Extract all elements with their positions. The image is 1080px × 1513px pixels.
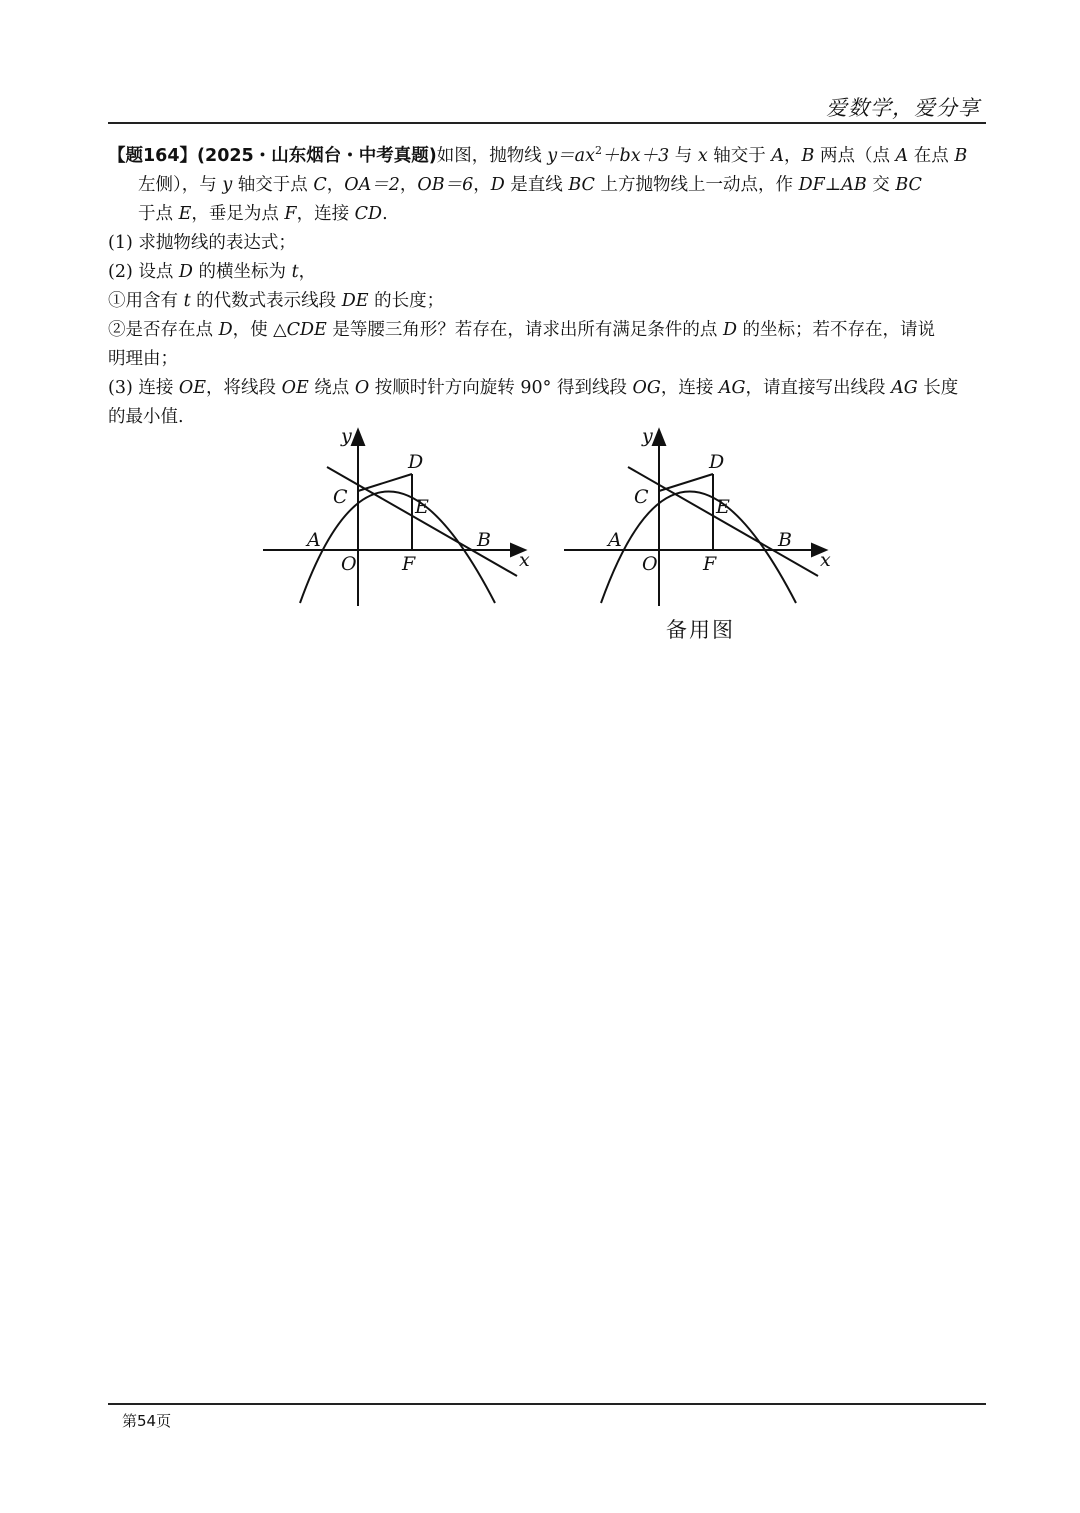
footer-rule [108,1403,986,1405]
math: B [801,145,815,166]
question-3 [108,374,988,403]
label-a: A [307,529,321,551]
problem-line-3 [108,200,988,229]
label-f: F [703,553,717,575]
y-axis-arrow [653,430,665,445]
label-x: x [519,549,530,571]
text: 按顺时针方向旋转 90° 得到线段 [369,377,633,398]
text: ，连接 [296,203,355,224]
y-axis-arrow [352,430,364,445]
question-2-2-cont: 明理由； [108,348,178,369]
text: 两点（点 [814,145,896,166]
math: OG [632,377,661,398]
math: x [697,145,708,166]
label-x: x [820,549,831,571]
math: OE [178,377,207,398]
math: BC [895,174,922,195]
math: △CDE [273,319,327,340]
page-number: 第54页 [122,1412,172,1430]
text: 的长度； [368,290,445,311]
math: O [354,377,370,398]
text: ， [473,174,491,195]
text: 是等腰三角形？若存在，请求出所有满足条件的点 [326,319,723,340]
label-d: D [408,451,424,473]
text: 左侧），与 [138,174,223,195]
label-a: A [608,529,622,551]
text: 上方抛物线上一动点，作 [594,174,799,195]
label-b: B [477,529,491,551]
text: ， [784,145,802,166]
math: DE [341,290,369,311]
text: 的横坐标为 [192,261,292,282]
text: ， [399,174,418,195]
math: AG [718,377,746,398]
problem-line-2 [108,171,988,200]
problem-text [108,136,988,432]
question-3-cont: 的最小值. [108,406,184,427]
header-rule [108,122,986,124]
text: 与 [669,145,698,166]
text: . [382,203,388,224]
math: OB＝6 [417,174,474,195]
math: t [291,261,299,282]
text: 长度 [917,377,959,398]
text: 交 [866,174,896,195]
figure-caption: 备用图 [666,618,735,642]
math: DF⊥AB [798,174,867,195]
label-o: O [341,553,357,575]
text: 是直线 [504,174,569,195]
text: 轴交于点 [232,174,314,195]
math: C [313,174,327,195]
label-e: E [716,496,730,518]
math: A [895,145,909,166]
text: ， [326,174,345,195]
text: 于点 [138,203,179,224]
question-2-2 [108,316,988,345]
math: D [218,319,233,340]
text: 轴交于 [707,145,772,166]
parabola-figure [255,420,545,610]
label-c: C [333,486,348,508]
math: OA＝2 [344,174,400,195]
text: ，垂足为点 [191,203,285,224]
text: 的坐标；若不存在，请说 [736,319,936,340]
text: ①用含有 [108,290,184,311]
math: E [178,203,192,224]
math: BC [568,174,595,195]
label-e: E [415,496,429,518]
text: ②是否存在点 [108,319,219,340]
backup-figure [556,420,846,610]
text: ，连接 [660,377,719,398]
question-2-1 [108,287,988,316]
label-o: O [642,553,658,575]
segment-cd [358,474,412,491]
label-b: B [778,529,792,551]
math: t [183,290,191,311]
text: ，将线段 [206,377,282,398]
math-exp: 2 [595,144,602,157]
text: ，请直接写出线段 [745,377,892,398]
label-y: y [642,425,653,447]
text: 如图，抛物线 [436,145,548,166]
problem-source: (2025・山东烟台・中考真题) [197,145,437,166]
label-y: y [341,425,352,447]
math: ＋bx＋3 [602,145,670,166]
text: 在点 [908,145,955,166]
math: CD [354,203,383,224]
math: F [284,203,297,224]
text: (3) 连接 [108,377,179,398]
text: ，使 [232,319,274,340]
text: 绕点 [308,377,355,398]
problem-tag: 【题164】 [108,145,198,166]
question-1: (1) 求抛物线的表达式； [108,232,296,253]
label-c: C [634,486,649,508]
label-d: D [709,451,725,473]
math: D [178,261,193,282]
question-2 [108,258,988,287]
math: B [954,145,968,166]
text: ， [298,261,317,282]
math: AG [891,377,918,398]
header-slogan: 爱数学，爱分享 [826,96,980,120]
text: (2) 设点 [108,261,179,282]
math: y [222,174,233,195]
segment-cd [659,474,713,491]
math: A [771,145,785,166]
math: D [722,319,737,340]
problem-line-1 [108,136,988,171]
text: 的代数式表示线段 [190,290,342,311]
label-f: F [402,553,416,575]
math: D [490,174,505,195]
math: y＝ax [547,145,595,166]
math: OE [281,377,309,398]
